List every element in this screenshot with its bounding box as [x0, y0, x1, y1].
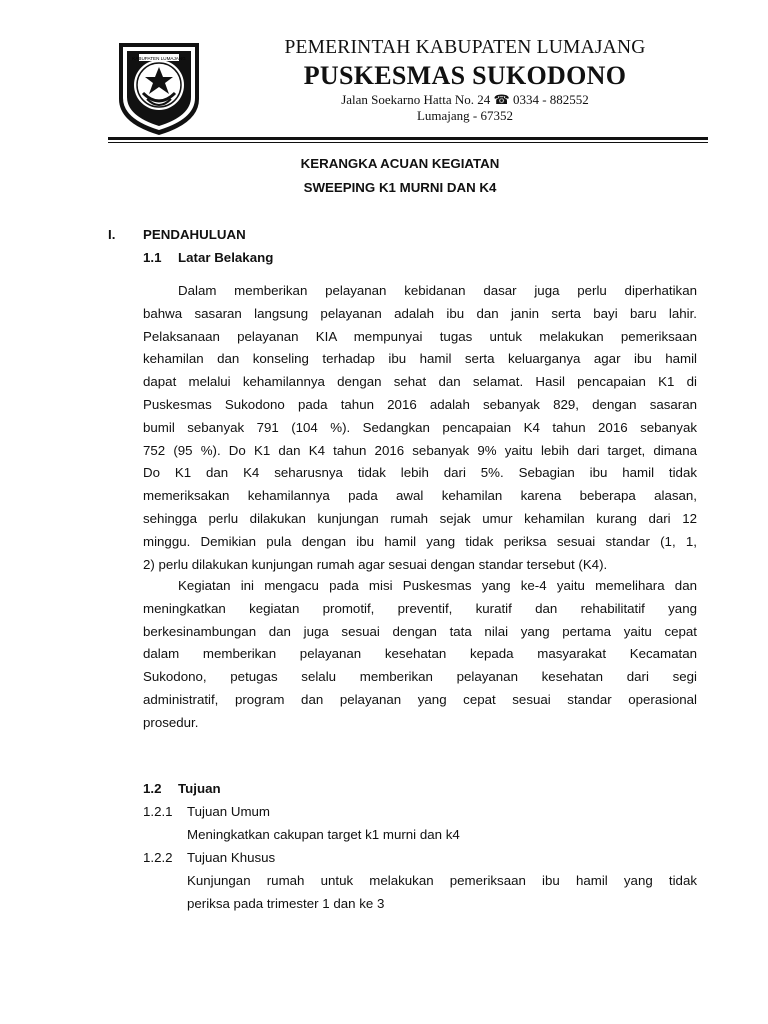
- paragraph-line: Sukodono, petugas selalu memberikan pelayanan kesehatan dari segi: [143, 669, 697, 685]
- address-line-2: Lumajang - 67352: [416, 108, 514, 123]
- paragraph-line: minggu. Demikian pula dengan ibu hamil yang tidak periksa sesuai standar (1, 1,: [143, 533, 697, 549]
- paragraph-line: Dalam memberikan pelayanan kebidanan dasar juga perlu diperhatikan: [178, 283, 697, 298]
- section-heading: PENDAHULUAN: [143, 227, 246, 242]
- letterhead-rule-thick: [108, 137, 708, 140]
- paragraph-line: dapat melalui kehamilannya dengan sehat dan selamat. Hasil pencapaian K1 di: [143, 374, 697, 390]
- paragraph-line: bumil sebanyak 791 (104 %). Sedangkan pencapaian K4 tahun 2016 sebanyak: [143, 419, 697, 435]
- subsection-1-2-2-heading: Tujuan Khusus: [187, 850, 276, 865]
- section-number: I.: [108, 227, 116, 242]
- letterhead: [220, 36, 710, 124]
- paragraph-mission: [143, 575, 697, 735]
- document-subtitle: SWEEPING K1 MURNI DAN K4: [303, 180, 497, 195]
- paragraph-line: meningkatkan kegiatan promotif, preventif, kuratif dan rehabilitatif yang: [143, 600, 697, 616]
- paragraph-line: kehamilan dan konseling terhadap ibu hamil serta keluarganya agar ibu hamil: [143, 351, 697, 367]
- government-name: PEMERINTAH KABUPATEN LUMAJANG: [284, 37, 646, 58]
- paragraph-line: periksa pada trimester 1 dan ke 3: [187, 896, 385, 911]
- subsection-1-1-heading: Latar Belakang: [178, 250, 274, 265]
- subsection-1-2-1-number: 1.2.1: [143, 804, 173, 819]
- emblem-lettering: KABUPATEN LUMAJANG: [132, 56, 186, 61]
- specific-objective-text: [187, 869, 697, 915]
- paragraph-line: Puskesmas Sukodono pada tahun 2016 adalah sebanyak 829, dengan sasaran: [143, 396, 697, 412]
- general-objective-text: Meningkatkan cakupan target k1 murni dan k4: [187, 827, 460, 842]
- lumajang-regency-emblem: [117, 41, 201, 137]
- paragraph-line: bahwa sasaran langsung pelayanan adalah ibu dan janin serta bayi baru lahir.: [143, 305, 697, 321]
- document-title: KERANGKA ACUAN KEGIATAN: [300, 156, 500, 171]
- paragraph-line: 752 (95 %). Do K1 dan K4 tahun 2016 sebanyak 9% yaitu lebih dari target, dimana: [143, 442, 697, 458]
- paragraph-line: memeriksakan kehamilannya pada awal kehamilan karena beberapa alasan,: [143, 488, 697, 504]
- subsection-1-1-number: 1.1: [143, 250, 162, 265]
- paragraph-line: dalam memberikan pelayanan kesehatan kepada masyarakat Kecamatan: [143, 646, 697, 662]
- subsection-1-2-heading: Tujuan: [178, 781, 221, 796]
- paragraph-line: Do K1 dan K4 seharusnya tidak lebih dari 5%. Sebagian ibu hamil tidak: [143, 465, 697, 481]
- subsection-1-2-number: 1.2: [143, 781, 162, 796]
- paragraph-line: berkesinambungan dan juga sesuai dengan tata nilai yang pertama yaitu cepat: [143, 623, 697, 639]
- paragraph-line: sehingga perlu dilakukan kunjungan rumah sejak umur kehamilan kurang dari 12: [143, 510, 697, 526]
- paragraph-line: prosedur.: [143, 714, 199, 730]
- address-line-1: Jalan Soekarno Hatta No. 24 ☎ 0334 - 882552: [341, 92, 589, 107]
- paragraph-background: [143, 280, 697, 576]
- paragraph-line: Kunjungan rumah untuk melakukan pemeriksaan ibu hamil yang tidak: [187, 873, 697, 888]
- paragraph-line: Pelaksanaan pelayanan KIA mempunyai tugas untuk melakukan pemeriksaan: [143, 328, 697, 344]
- letterhead-rule-thin: [108, 142, 708, 143]
- organization-name: PUSKESMAS SUKODONO: [303, 61, 627, 90]
- subsection-1-2-2-number: 1.2.2: [143, 850, 173, 865]
- paragraph-line: Kegiatan ini mengacu pada misi Puskesmas yang ke-4 yaitu memelihara dan: [178, 578, 697, 593]
- paragraph-line: 2) perlu dilakukan kunjungan rumah agar sesuai dengan standar tersebut (K4).: [143, 556, 608, 572]
- subsection-1-2-1-heading: Tujuan Umum: [187, 804, 271, 819]
- paragraph-line: administratif, program dan pelayanan yang cepat sesuai standar operasional: [143, 691, 697, 707]
